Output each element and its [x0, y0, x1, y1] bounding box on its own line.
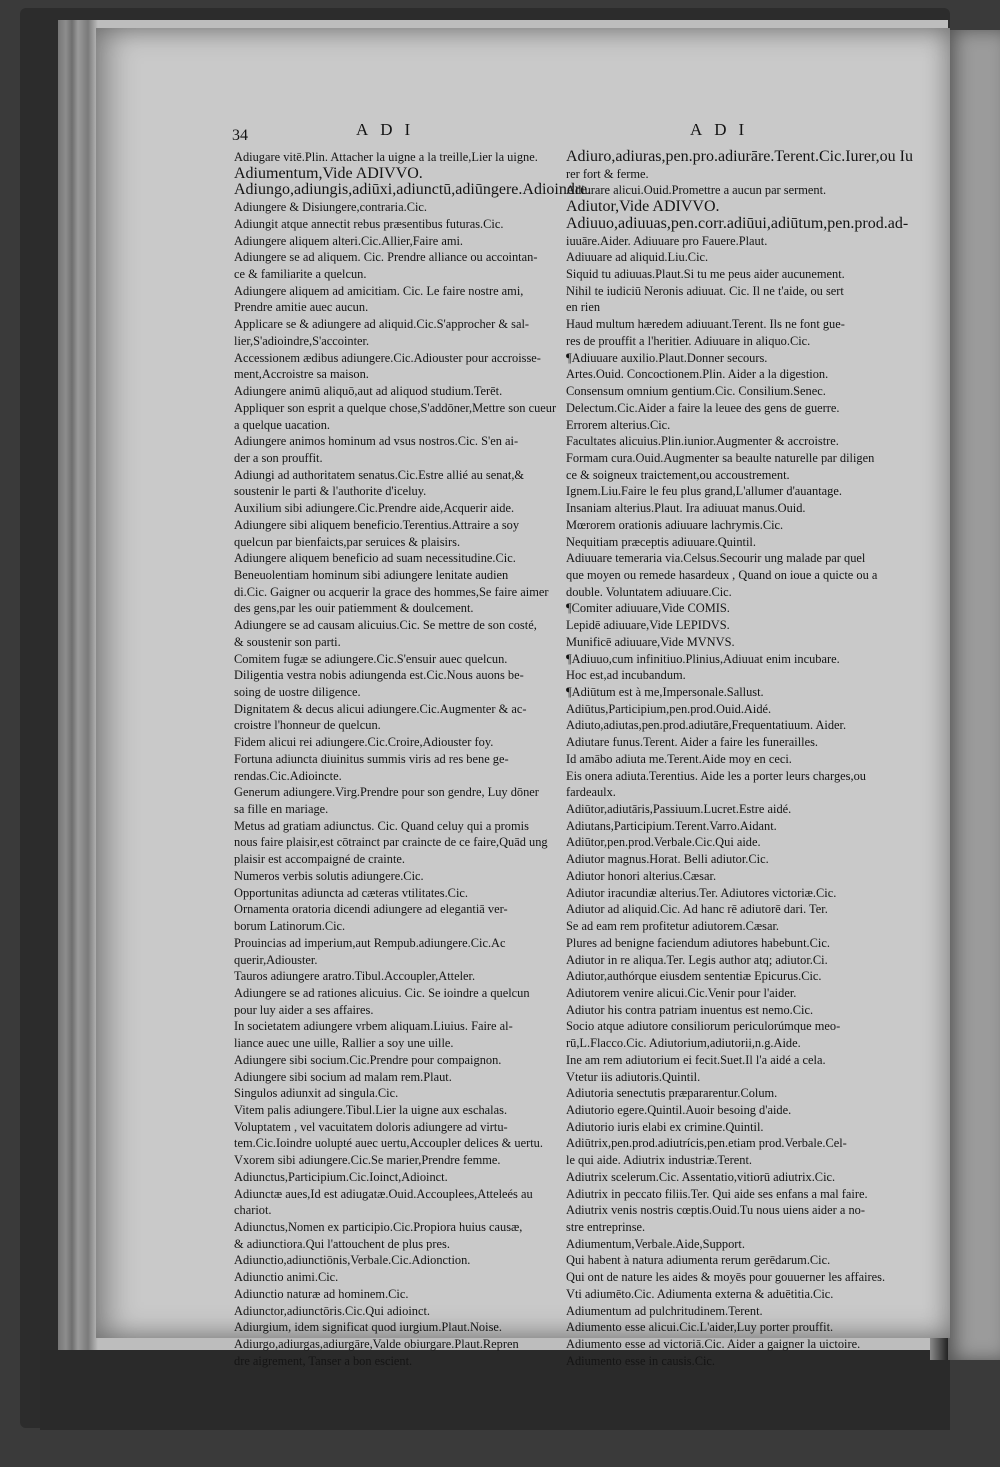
entry-line: Adiunctio naturæ ad hominem.Cic.	[234, 1286, 409, 1301]
entry-line: Qui habent à natura adiumenta rerum gerēdarum.Cic.	[566, 1253, 831, 1268]
entry-line: ¶Adiūtum est à me,Impersonale.Sallust.	[566, 685, 764, 699]
entry-line: Consensum omnium gentium.Cic. Consilium.Senec.	[566, 384, 826, 399]
entry-line: Adiurare alicui.Ouid.Promettre a aucun par serment.	[566, 183, 827, 198]
entry-line: soustenir le parti & l'authorite d'iceluy.	[234, 484, 427, 499]
entry-line: & soustenir son parti.	[234, 634, 341, 649]
entry-line: Socio atque adiutore consiliorum periculorúmque meo-	[566, 1019, 841, 1034]
entry-line: Adiuto,adiutas,pen.prod.adiutāre,Frequentatiuum. Aider.	[566, 718, 847, 733]
entry-line: stre entreprinse.	[566, 1220, 646, 1234]
entry-line: Munificē adiuuare,Vide MVNVS.	[566, 634, 735, 649]
entry-line: ment,Accroistre sa maison.	[234, 367, 369, 382]
entry-line: soing de uostre diligence.	[234, 685, 361, 699]
entry-line: Diligentia vestra nobis adiungenda est.Cic.Nous auons be-	[234, 668, 524, 683]
entry-line: lier,S'adioindre,S'accointer.	[234, 333, 370, 348]
entry-line: Adiutrix in peccato filiis.Ter. Qui aide ses enfans a mal faire.	[566, 1186, 868, 1201]
entry-line: Adiungere & Disiungere,contraria.Cic.	[234, 200, 428, 215]
entry-line: rendas.Cic.Adioincte.	[234, 768, 342, 783]
entry-line: Adiungere animos hominum ad vsus nostros.Cic. S'en ai-	[234, 434, 519, 449]
entry-line: Applicare se & adiungere ad aliquid.Cic.S'approcher & sal-	[234, 317, 530, 332]
entry-line: Adiuro,adiuras,pen.pro.adiurāre.Terent.Cic.Iurer,ou Iu	[566, 148, 913, 165]
entry-line: Adiumentum,Verbale.Aide,Support.	[566, 1236, 745, 1251]
entry-line: Adiumentum,Vide ADIVVO.	[234, 164, 423, 182]
entry-line: dre aigrement, Tanser a bon escient.	[234, 1353, 413, 1368]
entry-line: Adiungere se ad causam alicuius.Cic. Se mettre de son costé,	[234, 618, 537, 633]
entry-line: le qui aide. Adiutrix industriæ.Terent.	[566, 1153, 752, 1168]
entry-line: ce & soigneux traictement,ou accoustrement.	[566, 467, 790, 482]
entry-line: Adiunctio animi.Cic.	[234, 1270, 339, 1285]
entry-line: Haud multum hæredem adiuuant.Terent. Ils ne font gue-	[566, 317, 845, 332]
entry-line: Adiungere aliquem ad amicitiam. Cic. Le faire nostre ami,	[234, 283, 524, 298]
entry-line: quelcun par bienfaicts,par seruices & plaisirs.	[234, 534, 461, 549]
entry-line: Facultates alicuius.Plin.iunior.Augmenter & accroistre.	[566, 434, 839, 449]
entry-line: Adiungere sibi socium.Cic.Prendre pour compaignon.	[234, 1052, 502, 1067]
running-head-right: ADI	[690, 120, 757, 139]
entry-line: Ignem.Liu.Faire le feu plus grand,L'allumer d'auantage.	[566, 484, 842, 499]
entry-line: Adiumento esse in causis.Cic.	[566, 1353, 716, 1368]
entry-line: Adiunctio,adiunctiōnis,Verbale.Cic.Adionction.	[234, 1253, 471, 1268]
entry-line: Errorem alterius.Cic.	[566, 417, 671, 432]
entry-line: Vti adiumēto.Cic. Adiumenta externa & aduētitia.Cic.	[566, 1286, 834, 1301]
entry-line: Ine am rem adiutorium ei fecit.Suet.Il l'a aidé a cela.	[566, 1052, 826, 1067]
entry-line: Vxorem sibi adiungere.Cic.Se marier,Prendre femme.	[234, 1153, 501, 1168]
entry-line: Adiutrix venis nostris cœptis.Ouid.Tu nous uiens aider a no-	[566, 1203, 865, 1218]
entry-line: Adiunctus,Nomen ex participio.Cic.Propiora huius causæ,	[234, 1220, 523, 1234]
entry-line: Adiungere sibi socium ad malam rem.Plaut.	[234, 1069, 452, 1084]
entry-line: Adiungere aliquem beneficio ad suam necessitudine.Cic.	[234, 551, 516, 566]
entry-line: double. Voluntatem adiuuare.Cic.	[566, 584, 732, 599]
entry-line: Adiuuo,adiuuas,pen.corr.adiūui,adiūtum,pen.prod.ad-	[566, 214, 909, 232]
entry-line: Adiunctor,adiunctōris.Cic.Qui adioinct.	[234, 1303, 430, 1318]
entry-line: Adiutor,Vide ADIVVO.	[566, 198, 720, 216]
entry-line: Adiūtor,adiutāris,Passiuum.Lucret.Estre aidé.	[566, 802, 792, 817]
entry-line: Numeros verbis solutis adiungere.Cic.	[234, 868, 424, 883]
entry-line: Opportunitas adiuncta ad cæteras vtilitates.Cic.	[234, 885, 468, 900]
entry-line: chariot.	[234, 1203, 272, 1218]
entry-line: Metus ad gratiam adiunctus. Cic. Quand celuy qui a promis	[234, 818, 529, 833]
entry-line: tem.Cic.Ioindre uolupté auec uertu,Accoupler delices & uertu.	[234, 1136, 543, 1151]
entry-line: Dignitatem & decus alicui adiungere.Cic.Augmenter & ac-	[234, 701, 527, 716]
entry-line: Adiutorio iuris elabi ex crimine.Quintil.	[566, 1119, 764, 1134]
entry-line: Insaniam alterius.Plaut. Ira adiuuat manus.Ouid.	[566, 501, 806, 516]
entry-line: Delectum.Cic.Aider a faire la leuee des gens de guerre.	[566, 400, 840, 415]
entry-line: Plures ad benigne faciendum adiutores habebunt.Cic.	[566, 935, 830, 950]
entry-line: Adiuuare temeraria via.Celsus.Secourir ung malade par quel	[566, 551, 866, 566]
entry-line: Adiutor his contra patriam inuentus est nemo.Cic.	[566, 1002, 814, 1017]
entry-line: Adiutorem venire alicui.Cic.Venir pour l'aider.	[566, 985, 797, 1000]
entry-line: Adiutor honori alterius.Cæsar.	[566, 868, 717, 883]
entry-line: Adiutare funus.Terent. Aider a faire les funerailles.	[566, 735, 819, 750]
entry-line: Adiuuare ad aliquid.Liu.Cic.	[566, 250, 709, 265]
entry-line: Adiutrix scelerum.Cic. Assentatio,vitiorū adiutrix.Cic.	[566, 1169, 836, 1184]
entry-line: Lepidē adiuuare,Vide LEPIDVS.	[566, 618, 730, 633]
entry-line: plaisir est accompaigné de crainte.	[234, 852, 405, 867]
entry-line: Adiungere aliquem alteri.Cic.Allier,Faire ami.	[234, 233, 463, 248]
entry-line: Adiutor magnus.Horat. Belli adiutor.Cic.	[566, 852, 769, 867]
entry-line: des gens,par les ouir patiemment & doulcement.	[234, 601, 474, 616]
running-head-left: ADI	[356, 120, 423, 139]
entry-line: Siquid tu adiuuas.Plaut.Si tu me peus aider aucunement.	[566, 267, 845, 282]
entry-line: In societatem adiungere vrbem aliquam.Liuius. Faire al-	[234, 1019, 513, 1034]
entry-line: Adiurgium, idem significat quod iurgium.Plaut.Noise.	[234, 1320, 502, 1335]
entry-line: Mœrorem orationis adiuuare lachrymis.Cic.	[566, 517, 784, 532]
entry-line: querir,Adiouster.	[234, 952, 318, 967]
entry-line: ce & familiarite a quelcun.	[234, 267, 367, 282]
entry-line: sa fille en mariage.	[234, 802, 329, 817]
entry-line: que moyen ou remede hasardeux , Quand on ioue a quicte ou a	[566, 567, 878, 582]
entry-line: Comitem fugæ se adiungere.Cic.S'ensuir auec quelcun.	[234, 651, 508, 666]
entry-line: Adiutor ad aliquid.Cic. Ad hanc rē adiutorē dari. Ter.	[566, 902, 828, 917]
entry-line: Auxilium sibi adiungere.Cic.Prendre aide,Acquerir aide.	[234, 501, 515, 516]
entry-line: Adiutor in re aliqua.Ter. Legis author atq; adiutor.Ci.	[566, 952, 828, 967]
entry-line: Adiurgo,adiurgas,adiurgāre,Valde obiurgare.Plaut.Repren	[234, 1337, 519, 1352]
entry-line: Adiumento esse alicui.Cic.L'aider,Luy porter prouffit.	[566, 1320, 834, 1335]
entry-line: Adiutor,authórque eiusdem sententiæ Epicurus.Cic.	[566, 969, 822, 984]
entry-line: Adiumento esse ad victoriā.Cic. Aider a gaigner la uictoire.	[566, 1337, 861, 1352]
entry-line: Hoc est,ad incubandum.	[566, 668, 686, 683]
entry-line: Adiunctæ aues,Id est adiugatæ.Ouid.Accouplees,Atteleés au	[234, 1186, 533, 1201]
entry-line: Adiutorio egere.Quintil.Auoir besoing d'aide.	[566, 1102, 792, 1117]
entry-line: Adiungere sibi aliquem beneficio.Terentius.Attraire a soy	[234, 517, 520, 532]
page-number: 34	[232, 127, 248, 144]
entry-line: Accessionem ædibus adiungere.Cic.Adiouster pour accroisse-	[234, 350, 541, 365]
entry-line: ¶Comiter adiuuare,Vide COMIS.	[566, 601, 730, 616]
entry-line: Generum adiungere.Virg.Prendre pour son gendre, Luy dōner	[234, 785, 539, 800]
entry-line: Tauros adiungere aratro.Tibul.Accoupler,Atteler.	[234, 969, 476, 984]
right-column	[566, 148, 913, 1369]
entry-line: Adiungi ad authoritatem senatus.Cic.Estre allié au senat,&	[234, 467, 525, 482]
entry-line: Adiungo,adiungis,adiūxi,adiunctū,adiūngere.Adioindre.	[234, 181, 592, 199]
entry-line: Adiumentum ad pulchritudinem.Terent.	[566, 1303, 763, 1318]
entry-line: croistre l'honneur de quelcun.	[234, 718, 381, 733]
entry-line: en rien	[566, 300, 601, 315]
entry-line: Adiūtus,Participium,pen.prod.Ouid.Aidé.	[566, 701, 772, 716]
entry-line: Se ad eam rem profitetur adiutorem.Cæsar.	[566, 919, 779, 934]
entry-line: Adiugare vitē.Plin. Attacher la uigne a la treille,Lier la uigne.	[234, 150, 538, 164]
entry-line: ¶Adiuuo,cum infinitiuo.Plinius,Adiuuat enim incubare.	[566, 651, 840, 666]
facing-page-edge	[945, 30, 1000, 1360]
entry-line: Adiunctus,Participium.Cic.Ioinct,Adioinct.	[234, 1169, 448, 1184]
entry-line: Adiutor iracundiæ alterius.Ter. Adiutores victoriæ.Cic.	[566, 885, 837, 900]
entry-line: Artes.Ouid. Concoctionem.Plin. Aider a la digestion.	[566, 367, 829, 382]
entry-line: Adiungit atque annectit rebus præsentibus futuras.Cic.	[234, 216, 504, 231]
entry-line: Adiutoria senectutis præpararentur.Colum.	[566, 1086, 778, 1101]
entry-line: Nihil te iudiciū Neronis adiuuat. Cic. Il ne t'aide, ou sert	[566, 283, 844, 298]
entry-line: a quelque uacation.	[234, 417, 330, 432]
entry-line: Adiungere se ad rationes alicuius. Cic. Se ioindre a quelcun	[234, 985, 530, 1000]
entry-line: Adiungere se ad aliquem. Cic. Prendre alliance ou accointan-	[234, 250, 538, 265]
entry-line: Adiungere animū aliquō,aut ad aliquod studium.Terēt.	[234, 384, 503, 399]
entry-line: res de prouffit a l'heritier. Adiuuare in aliquo.Cic.	[566, 333, 811, 348]
entry-line: Fidem alicui rei adiungere.Cic.Croire,Adiouster foy.	[234, 735, 494, 750]
entry-line: Voluptatem , vel vacuitatem doloris adiungere ad virtu-	[234, 1119, 508, 1134]
entry-line: Adiutans,Participium.Terent.Varro.Aidant.	[566, 818, 777, 833]
entry-line: borum Latinorum.Cic.	[234, 919, 346, 934]
entry-line: Adiūtrix,pen.prod.adiutrícis,pen.etiam prod.Verbale.Cel-	[566, 1136, 847, 1151]
entry-line: Id amābo adiuta me.Terent.Aide moy en ceci.	[566, 751, 792, 766]
entry-line: rer fort & ferme.	[566, 166, 649, 181]
entry-line: liance auec une uille, Rallier a soy une uille.	[234, 1036, 454, 1051]
entry-line: & adiunctiora.Qui l'attouchent de plus pres.	[234, 1236, 450, 1251]
entry-line: Appliquer son esprit a quelque chose,S'addōner,Mettre son cueur	[234, 400, 557, 415]
entry-line: Beneuolentiam hominum sibi adiungere lenitate audien	[234, 567, 509, 582]
entry-line: nous faire plaisir,est cōtrainct par craincte de ce faire,Quād ung	[234, 835, 548, 850]
entry-line: Ornamenta oratoria dicendi adiungere ad elegantiā ver-	[234, 902, 508, 917]
entry-line: ¶Adiuuare auxilio.Plaut.Donner secours.	[566, 350, 768, 365]
entry-line: iuuāre.Aider. Adiuuare pro Fauere.Plaut.	[566, 233, 768, 248]
entry-line: pour luy aider a ses affaires.	[234, 1002, 374, 1017]
entry-line: Prouincias ad imperium,aut Rempub.adiungere.Cic.Ac	[234, 935, 506, 950]
entry-line: Nequitiam præceptis adiuuare.Quintil.	[566, 534, 756, 549]
entry-line: Eis onera adiuta.Terentius. Aide les a porter leurs charges,ou	[566, 768, 866, 783]
entry-line: Adiūtor,pen.prod.Verbale.Cic.Qui aide.	[566, 835, 761, 850]
entry-line: fardeaulx.	[566, 785, 616, 800]
entry-line: Singulos adiunxit ad singula.Cic.	[234, 1086, 399, 1101]
entry-line: Prendre amitie auec aucun.	[234, 300, 369, 315]
entry-line: Vtetur iis adiutoris.Quintil.	[566, 1069, 701, 1084]
entry-line: der a son prouffit.	[234, 450, 323, 465]
entry-line: rū,L.Flacco.Cic. Adiutorium,adiutorii,n.g.Aide.	[566, 1036, 801, 1051]
entry-line: Fortuna adiuncta diuinitus summis viris ad res bene ge-	[234, 751, 509, 766]
entry-line: di.Cic. Gaigner ou acquerir la grace des hommes,Se faire aimer	[234, 584, 549, 599]
entry-line: Vitem palis adiungere.Tibul.Lier la uigne aux eschalas.	[234, 1102, 508, 1117]
entry-line: Formam cura.Ouid.Augmenter sa beaulte naturelle par diligen	[566, 450, 875, 465]
entry-line: Qui ont de nature les aides & moyēs pour gouuerner les affaires.	[566, 1270, 886, 1285]
